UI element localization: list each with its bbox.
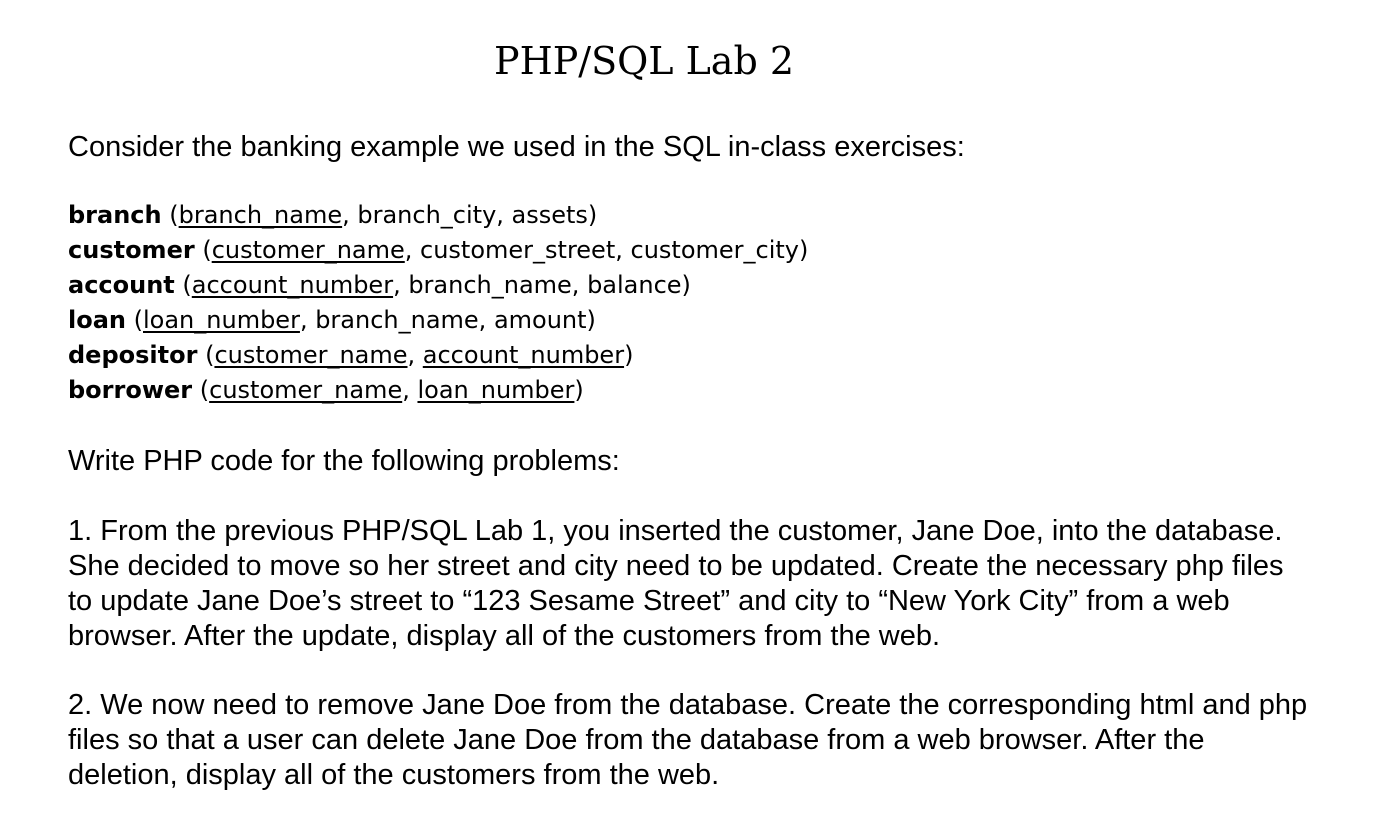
table-name: branch [68,201,162,229]
schema-attributes: ) [574,376,584,404]
schema-row-loan: loan (loan_number, branch_name, amount) [68,306,596,334]
table-name: loan [68,306,126,334]
schema-row-depositor: depositor (customer_name, account_number) [68,341,634,369]
schema-list [68,198,808,408]
key-separator: , [407,341,423,369]
problem-1-line: browser. After the update, display all of the customers from the web. [68,620,941,652]
schema-row-account: account (account_number, branch_name, balance) [68,271,691,299]
problem-1-line: 1. From the previous PHP/SQL Lab 1, you inserted the customer, Jane Doe, into the database. [68,515,1283,547]
key-separator: , [402,376,418,404]
schema-attributes: , branch_city, assets) [342,201,598,229]
schema-attributes: ) [624,341,634,369]
problem-1-line: to update Jane Doe’s street to “123 Sesame Street” and city to “New York City” from a web [68,585,1230,617]
table-name: borrower [68,376,193,404]
primary-key: account_number [422,341,625,369]
schema-attributes: , branch_name, amount) [299,306,596,334]
primary-key: loan_number [143,306,300,334]
problem-2-line: files so that a user can delete Jane Doe from the database from a web browser. After the [68,724,1205,756]
document-title: PHP/SQL Lab 2 [494,39,795,83]
schema-row-customer: customer (customer_name, customer_street, customer_city) [68,236,809,264]
schema-attributes: , branch_name, balance) [393,271,691,299]
problem-1-line: She decided to move so her street and city need to be updated. Create the necessary php files [68,550,1284,582]
instructions-paragraph: Write PHP code for the following problems: [68,445,620,477]
primary-key: customer_name [214,341,408,369]
table-name: customer [68,236,195,264]
primary-key: loan_number [417,376,575,404]
primary-key: account_number [191,271,394,299]
document-page [68,0,1368,816]
schema-row-branch: branch (branch_name, branch_city, assets) [68,201,598,229]
primary-key: branch_name [178,201,343,229]
table-name: depositor [68,341,198,369]
schema-attributes: , customer_street, customer_city) [404,236,809,264]
table-name: account [68,271,175,299]
problem-2-line: 2. We now need to remove Jane Doe from the database. Create the corresponding html and php [68,689,1308,721]
primary-key: customer_name [209,376,403,404]
schema-row-borrower: borrower (customer_name, loan_number) [68,376,584,404]
intro-paragraph: Consider the banking example we used in the SQL in-class exercises: [68,131,965,163]
primary-key: customer_name [211,236,405,264]
problem-2-line: deletion, display all of the customers from the web. [68,759,720,791]
